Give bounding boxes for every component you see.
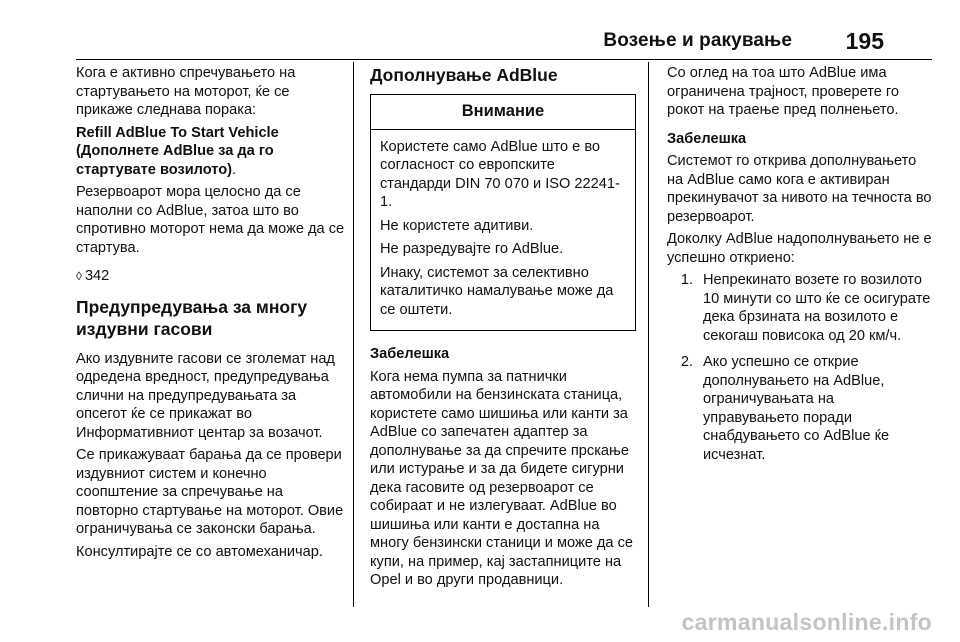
note-label: Забелешка xyxy=(370,346,450,362)
steps-list xyxy=(667,271,932,464)
caution-text-4: Инаку, системот за селективно каталитичко намалување може да се оштети. xyxy=(380,264,614,318)
column-2 xyxy=(370,64,636,594)
column-divider-left xyxy=(353,62,354,607)
caution-text-2: Не користете адитиви. xyxy=(380,217,534,234)
reference-page: 342 xyxy=(84,268,110,284)
note-text: Системот го открива дополнувањето на AdBlue само кога е активиран прекинувачот за нивото на течноста во резервоарот. xyxy=(667,153,932,225)
page-header xyxy=(76,28,884,58)
message-translation xyxy=(76,142,346,179)
section-title: Возење и ракување xyxy=(603,30,792,51)
emissions-paragraph-3: Консултирајте се со автомеханичар. xyxy=(76,543,323,560)
emissions-paragraph-1: Ако издувните гасови се зголемат над одредена вредност, предупредувања слични на предупредувањата за опсегот ќе се прикажат во Информативниот центар за возачот. xyxy=(76,350,335,441)
caution-text-1: Користете само AdBlue што е во согласност со европските стандарди DIN 70 070 и ISO 22241-1. xyxy=(380,138,620,210)
tank-refill-paragraph: Резервоарот мора целосно да се наполни со AdBlue, затоа што во спротивно моторот нема да може да се стартува. xyxy=(76,184,345,256)
step-number: 2. xyxy=(680,354,693,370)
watermark: carmanualsonline.info xyxy=(681,609,932,635)
emissions-paragraph-2: Се прикажуваат барања да се провери издувниот систем и конечно соопштение за спречување на повторно стартување на моторот. Овие ограничувања се законски барања. xyxy=(76,447,344,537)
section-heading-emissions: Предупредувања за многу издувни гасови xyxy=(76,296,308,339)
column-3 xyxy=(667,64,932,472)
message-suffix: . xyxy=(232,161,237,178)
note-text: Кога нема пумпа за патнички автомобили на бензинската станица, користете само шишиња или канти за AdBlue со запечатен адаптер за дополнување за да спречите прскање или истурање и за да бидете сигурни дека гасовите од резервоарот се собираат и не излегуваат. AdBlue во шишиња или канти е достапна на многу бензински станици и може да се купи, на пример, кај застапниците на Opel и во други продавници. xyxy=(370,368,633,588)
intro-paragraph: Кога е активно спречувањето на стартувањето на моторот, ќе се прикаже следнава порака: xyxy=(76,65,296,118)
page-reference[interactable] xyxy=(76,267,346,286)
caution-title: Внимание xyxy=(371,95,635,130)
step-number: 1. xyxy=(680,272,693,288)
message-text xyxy=(76,124,346,143)
list-item xyxy=(667,353,932,464)
step-text: Ако успешно се открие дополнувањето на AdBlue, ограничувањата на управувањето поради снабдувањето со AdBlue ќе исчезнат. xyxy=(703,354,890,463)
message-line-1: Refill AdBlue To Start Vehicle xyxy=(76,124,279,141)
note-label: Забелешка xyxy=(667,130,747,147)
shelf-life-paragraph: Со оглед на тоа што AdBlue има ограничена трајност, проверете го рокот на траење пред полнењето. xyxy=(667,65,900,118)
page-number: 195 xyxy=(845,28,884,54)
detection-paragraph: Доколку AdBlue надополнувањето не е успешно откриено: xyxy=(667,231,932,266)
caution-body xyxy=(371,130,635,331)
list-item xyxy=(667,271,932,345)
caution-text-3: Не разредувајте го AdBlue. xyxy=(380,241,564,257)
header-rule xyxy=(76,59,932,60)
message-line-2: (Дополнете AdBlue за да го стартувате возилото) xyxy=(76,143,274,178)
reference-arrow-icon: ◊ xyxy=(76,269,82,283)
column-1 xyxy=(76,64,346,565)
section-heading-adblue: Дополнување AdBlue xyxy=(370,65,558,85)
caution-box xyxy=(370,94,636,331)
column-divider-right xyxy=(648,62,649,607)
step-text: Непрекинато возете го возилото 10 минути со што ќе се осигурате дека брзината на возилото е секогаш повисока од 20 км/ч. xyxy=(703,272,931,344)
